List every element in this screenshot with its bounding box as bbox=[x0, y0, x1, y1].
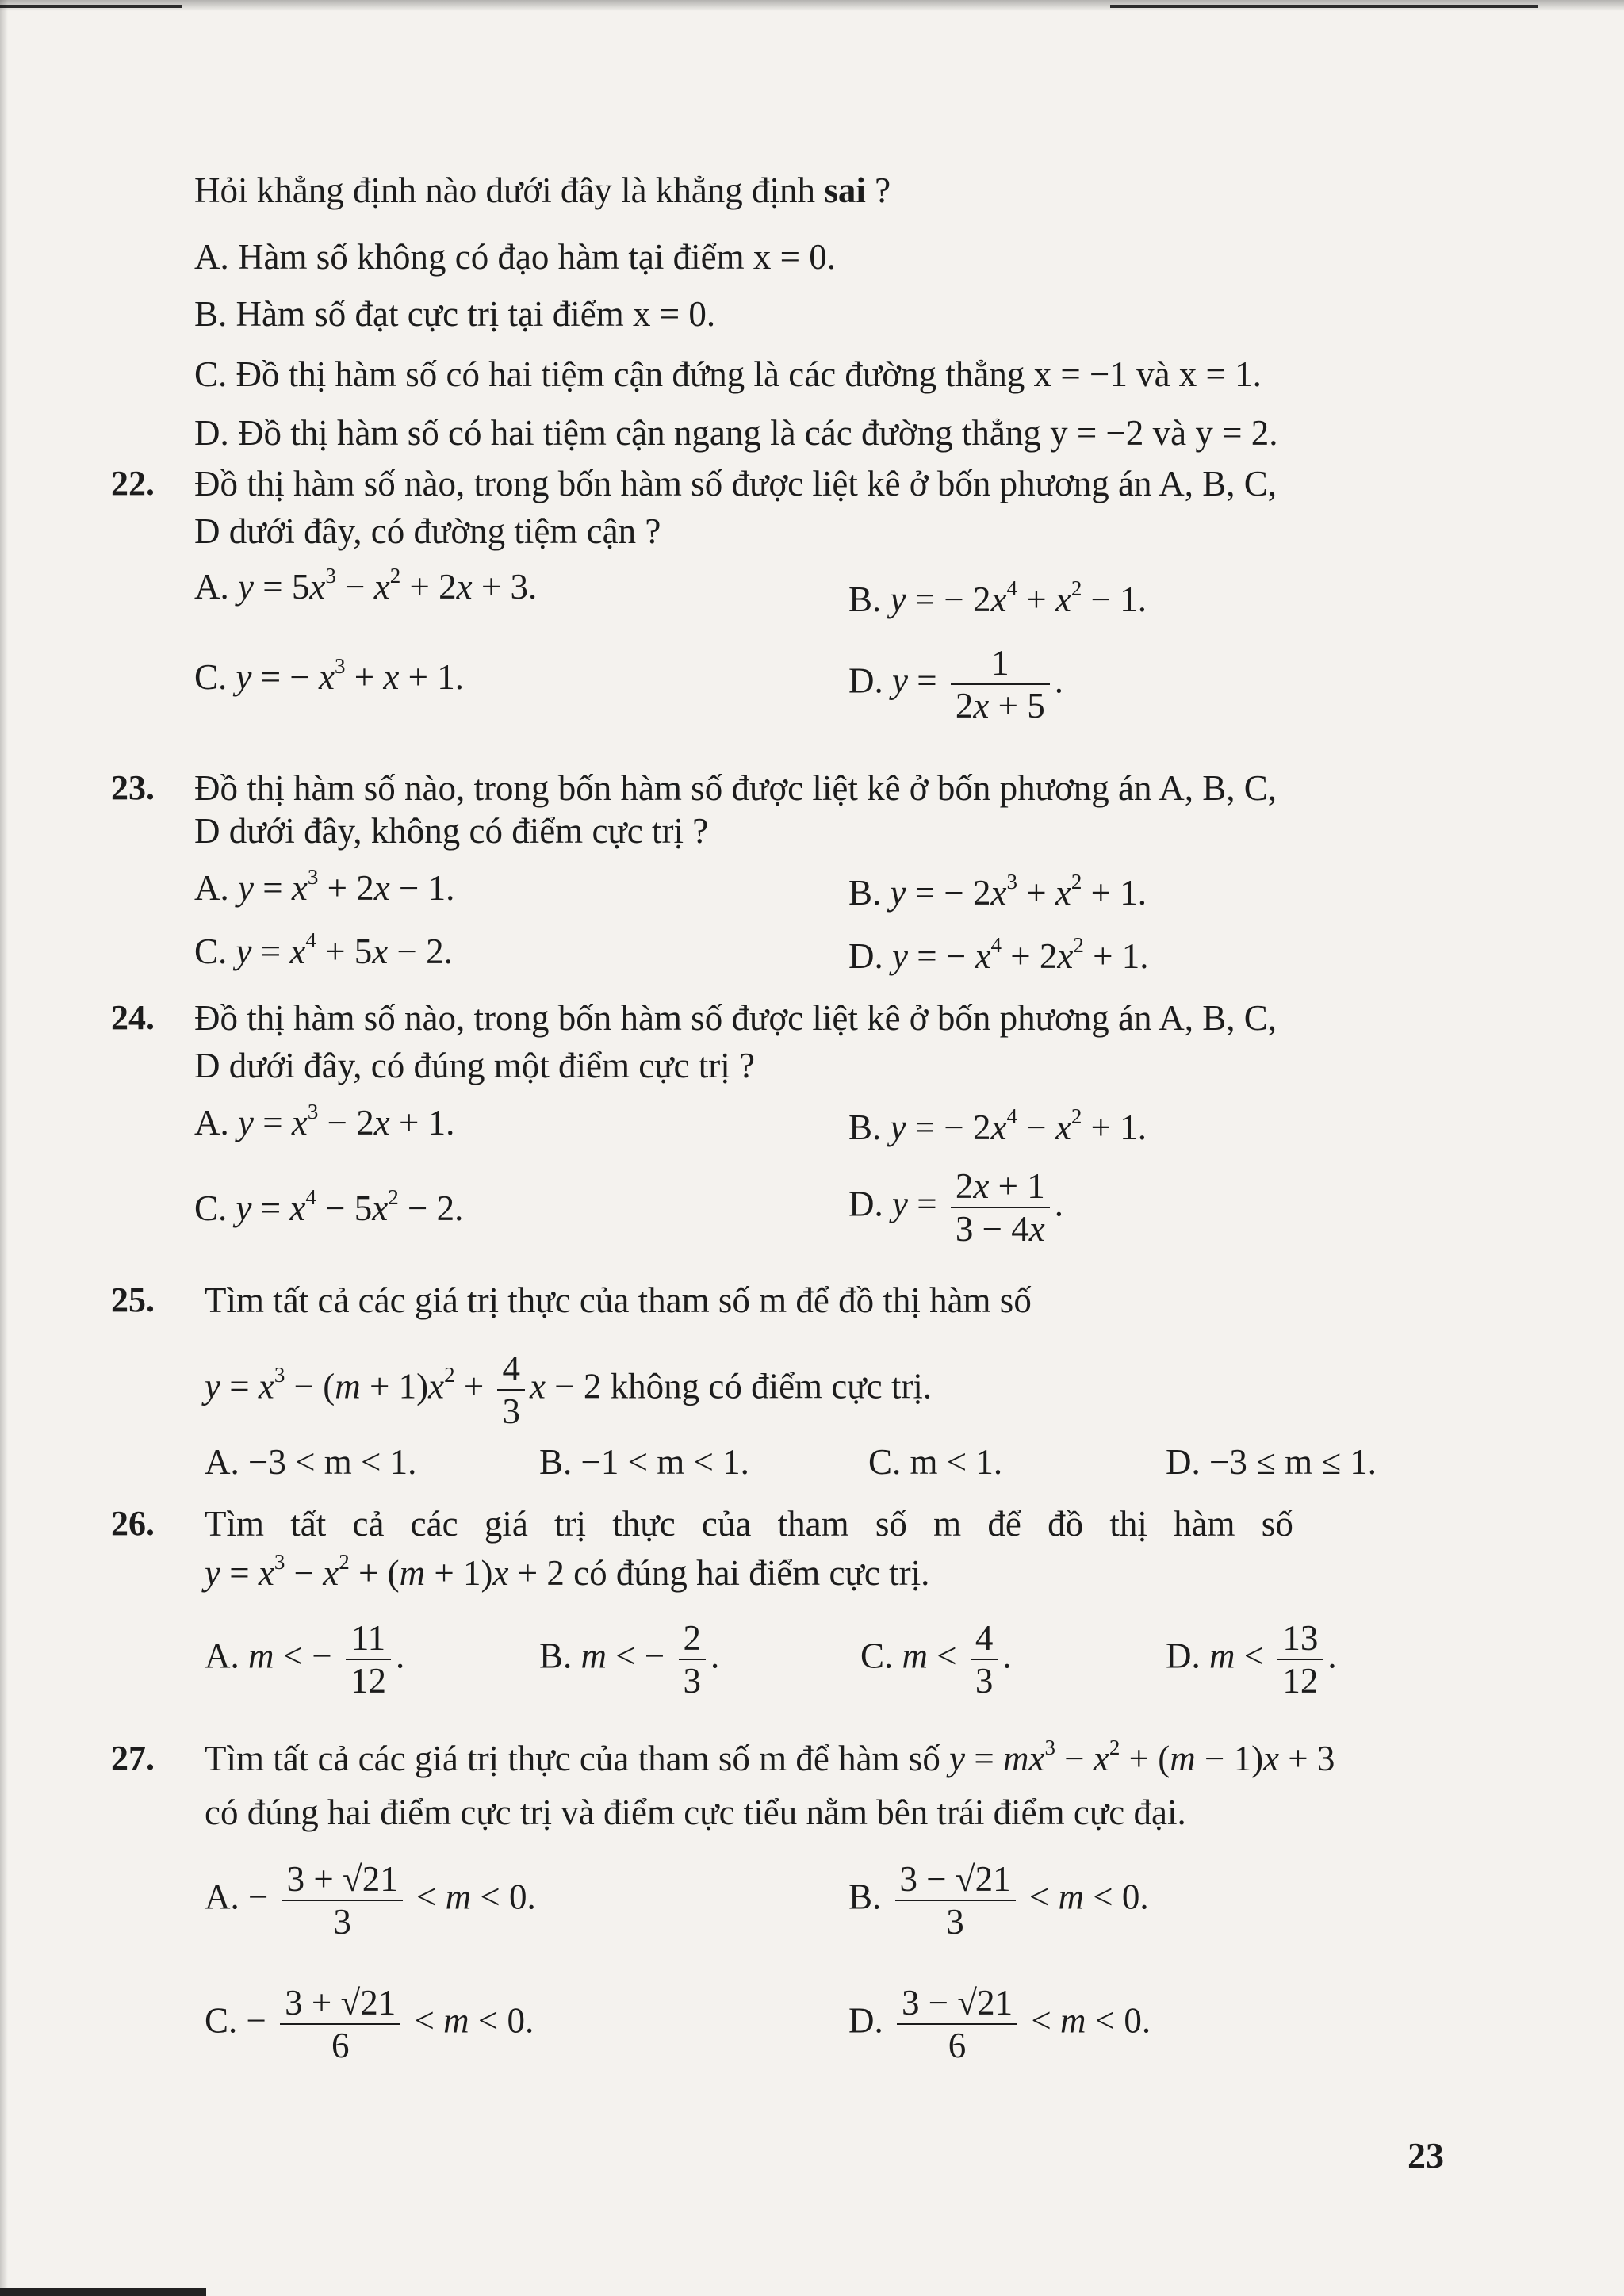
q22-option-d-label: D. bbox=[848, 660, 883, 701]
q24-stem-line1: Đồ thị hàm số nào, trong bốn hàm số được liệt kê ở bốn phương án A, B, C, bbox=[194, 998, 1277, 1038]
q26-stem-line2-text: có đúng hai điểm cực trị. bbox=[573, 1553, 930, 1593]
q25-stem-line2-text: không có điểm cực trị. bbox=[610, 1366, 933, 1406]
q26-option-c-label: C. bbox=[860, 1636, 894, 1676]
scan-artifact bbox=[0, 5, 182, 8]
q24-option-a-label: A. bbox=[194, 1103, 229, 1142]
q26-number: 26. bbox=[111, 1504, 155, 1543]
q24-option-c-label: C. bbox=[194, 1188, 228, 1228]
q23-option-a-label: A. bbox=[194, 868, 229, 908]
q25-option-c: C. m < 1. bbox=[868, 1442, 1003, 1482]
q21-stem-suffix: ? bbox=[865, 170, 891, 210]
fraction: $\frac{4}{3}$ bbox=[971, 1617, 998, 1701]
q26-stem-line2: $y = x^3 - x^2 + (m + 1)x + 2$ có đúng hai điểm cực trị. bbox=[205, 1549, 930, 1593]
q22-option-b: B. y = − $2x^4 + x^2 - 1$. bbox=[848, 576, 1147, 619]
q22-number: 22. bbox=[111, 464, 155, 503]
q22-option-a: A. $y = 5x^3 - x^2 + 2x + 3$. bbox=[194, 563, 538, 607]
q27-number: 27. bbox=[111, 1739, 155, 1777]
q27-option-d-label: D. bbox=[848, 2000, 883, 2041]
q24-option-a: A. $y = x^3 - 2x + 1$. bbox=[194, 1099, 455, 1142]
q21-stem bbox=[194, 168, 891, 212]
q21-option-c: C. Đồ thị hàm số có hai tiệm cận đứng là các đường thẳng x = −1 và x = 1. bbox=[194, 354, 1262, 394]
fraction: $\frac{3 + √21}{6}$ bbox=[280, 1982, 400, 2066]
q27-stem-line1-text: Tìm tất cả các giá trị thực của tham số m để hàm số bbox=[205, 1739, 940, 1778]
scan-edge-bottom bbox=[0, 2288, 206, 2296]
q23-option-b-label: B. bbox=[848, 873, 882, 913]
scan-artifact bbox=[1110, 5, 1538, 8]
q23-option-b: B. y = − $2x^3 + x^2 + 1$. bbox=[848, 869, 1147, 913]
q24-option-b: B. y = − $2x^4 - x^2 + 1$. bbox=[848, 1104, 1147, 1147]
q23-option-d-label: D. bbox=[848, 936, 883, 976]
q26-stem-line1: Tìm tất cả các giá trị thực của tham số m để đồ thị hàm số bbox=[205, 1504, 1293, 1544]
q21-option-b: B. Hàm số đạt cực trị tại điểm x = 0. bbox=[194, 294, 716, 334]
q25-option-d: D. −3 ≤ m ≤ 1. bbox=[1166, 1442, 1377, 1482]
q23-option-c-label: C. bbox=[194, 932, 228, 971]
q24-option-d-label: D. bbox=[848, 1184, 883, 1224]
q24-option-d: D. y = $\frac{2x + 1}{3 - 4x}$ . bbox=[848, 1166, 1063, 1249]
q27-option-c: C. − $\frac{3 + √21}{6}$ < m < 0. bbox=[205, 1983, 534, 2065]
fraction: $\frac{3 - √21}{6}$ bbox=[897, 1982, 1017, 2066]
q27-option-c-label: C. bbox=[205, 2000, 238, 2041]
q22-option-c-label: C. bbox=[194, 657, 228, 697]
q25-stem-line2: $y = x^3 - (m + 1)x^2$ + $\frac{4}{3}$ x − 2 không có điểm cực trị. bbox=[205, 1349, 933, 1431]
q23-option-a: A. $y = x^3 + 2x - 1$. bbox=[194, 864, 455, 908]
q26-option-c: C. m < $\frac{4}{3}$ . bbox=[860, 1618, 1012, 1701]
q27-option-b-label: B. bbox=[848, 1877, 882, 1917]
q26-option-b-label: B. bbox=[539, 1636, 573, 1676]
fraction: $\frac{2}{3}$ bbox=[679, 1617, 707, 1701]
fraction: $\frac{11}{12}$ bbox=[346, 1617, 391, 1701]
q23-option-d: D. y = − $x^4 + 2x^2 + 1$. bbox=[848, 932, 1149, 976]
q22-option-c: C. y = − $x^3 + x + 1$. bbox=[194, 653, 465, 697]
q27-option-a: A. − $\frac{3 + √21}{3}$ < m < 0. bbox=[205, 1859, 536, 1942]
q22-option-d: D. y = $\frac{1}{2x + 5}$ . bbox=[848, 643, 1063, 725]
q21-option-d: D. Đồ thị hàm số có hai tiệm cận ngang là các đường thẳng y = −2 và y = 2. bbox=[194, 413, 1278, 453]
fraction: $\frac{3 + √21}{3}$ bbox=[282, 1858, 403, 1942]
q24-stem-line2: D dưới đây, có đúng một điểm cực trị ? bbox=[194, 1046, 755, 1085]
fraction: $\frac{3 - √21}{3}$ bbox=[895, 1858, 1016, 1942]
q27-option-d: D. $\frac{3 - √21}{6}$ < m < 0. bbox=[848, 1983, 1151, 2065]
q22-option-b-label: B. bbox=[848, 580, 882, 619]
q26-option-d: D. m < $\frac{13}{12}$ . bbox=[1166, 1618, 1337, 1701]
q27-stem-line2: có đúng hai điểm cực trị và điểm cực tiểu nằm bên trái điểm cực đại. bbox=[205, 1793, 1186, 1832]
q26-option-d-label: D. bbox=[1166, 1636, 1201, 1676]
page-number: 23 bbox=[1408, 2135, 1444, 2175]
q22-stem-line2: D dưới đây, có đường tiệm cận ? bbox=[194, 511, 661, 551]
q25-option-b: B. −1 < m < 1. bbox=[539, 1442, 749, 1482]
q21-stem-emphasis: sai bbox=[824, 170, 866, 210]
q24-number: 24. bbox=[111, 998, 155, 1037]
fraction: $\frac{2x + 1}{3 - 4x}$ bbox=[951, 1165, 1050, 1249]
q21-option-a: A. Hàm số không có đạo hàm tại điểm x = 0. bbox=[194, 237, 836, 277]
q23-number: 23. bbox=[111, 768, 155, 807]
fraction: $\frac{1}{2x + 5}$ bbox=[951, 642, 1050, 726]
scan-edge-left bbox=[0, 0, 8, 2296]
q25-stem-line1: Tìm tất cả các giá trị thực của tham số m để đồ thị hàm số bbox=[205, 1280, 1032, 1320]
q22-option-a-label: A. bbox=[194, 567, 229, 607]
q27-option-b: B. $\frac{3 - √21}{3}$ < m < 0. bbox=[848, 1859, 1149, 1942]
q21-stem-text: Hỏi khẳng định nào dưới đây là khẳng định bbox=[194, 170, 816, 210]
q26-option-b: B. m < − $\frac{2}{3}$ . bbox=[539, 1618, 720, 1701]
q26-option-a-label: A. bbox=[205, 1636, 239, 1676]
q27-stem-line1: Tìm tất cả các giá trị thực của tham số m để hàm số $y = mx^3 - x^2 + (m - 1)x + 3$ bbox=[205, 1735, 1335, 1778]
q23-option-c: C. $y = x^4 + 5x - 2$. bbox=[194, 928, 453, 971]
q25-number: 25. bbox=[111, 1280, 155, 1319]
q26-option-a: A. m < − $\frac{11}{12}$ . bbox=[205, 1618, 405, 1701]
q25-option-a: A. −3 < m < 1. bbox=[205, 1442, 417, 1482]
q24-option-c: C. $y = x^4 - 5x^2 - 2$. bbox=[194, 1184, 464, 1228]
fraction: $\frac{4}{3}$ bbox=[497, 1348, 525, 1432]
q23-stem-line1: Đồ thị hàm số nào, trong bốn hàm số được liệt kê ở bốn phương án A, B, C, bbox=[194, 768, 1277, 808]
q27-option-a-label: A. bbox=[205, 1877, 239, 1917]
fraction: $\frac{13}{12}$ bbox=[1277, 1617, 1323, 1701]
q23-stem-line2: D dưới đây, không có điểm cực trị ? bbox=[194, 811, 709, 851]
q24-option-b-label: B. bbox=[848, 1108, 882, 1147]
q22-stem-line1: Đồ thị hàm số nào, trong bốn hàm số được liệt kê ở bốn phương án A, B, C, bbox=[194, 464, 1277, 503]
